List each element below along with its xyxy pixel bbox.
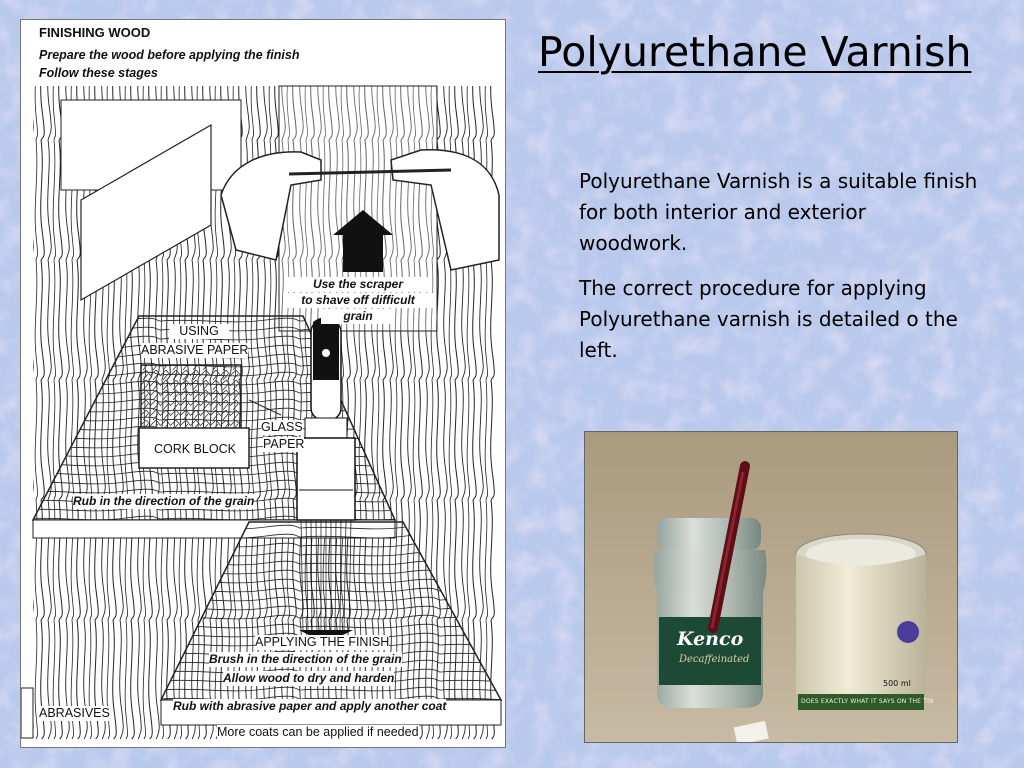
illustration-subheading-1: Prepare the wood before applying the finish: [39, 48, 300, 62]
rub-again-label: Rub with abrasive paper and apply another coat: [173, 699, 447, 713]
slide-title: Polyurethane Varnish: [538, 28, 972, 76]
scraper-label-3: grain: [321, 309, 395, 324]
allow-dry-label: Allow wood to dry and harden: [223, 671, 395, 685]
rub-grain-label: Rub in the direction of the grain: [73, 494, 255, 508]
jar-subtitle-label: Decaffeinated: [679, 654, 750, 665]
tin-strip-label: DOES EXACTLY WHAT IT SAYS ON THE TIN: [801, 698, 934, 705]
varnish-photo: [584, 431, 958, 743]
cork-block-label: CORK BLOCK: [154, 442, 236, 456]
paragraph-intro: Polyurethane Varnish is a suitable finish for both interior and exterior woodwork.: [579, 169, 978, 255]
abrasive-paper-label: ABRASIVE PAPER: [141, 343, 249, 357]
brush-grain-label: Brush in the direction of the grain: [209, 652, 402, 666]
illustration-heading: FINISHING WOOD: [39, 25, 151, 40]
illustration-subheading-2: Follow these stages: [39, 66, 158, 80]
more-coats-label: More coats can be applied if needed: [217, 725, 419, 739]
varnish-photo-drawing: [585, 432, 958, 743]
paragraph-procedure: The correct procedure for applying Polyurethane varnish is detailed o the left.: [579, 276, 958, 362]
abrasives-label: ABRASIVES: [39, 706, 110, 720]
scraper-label-1: Use the scraper: [287, 277, 429, 292]
tin-size-label: 500 ml: [883, 679, 911, 688]
using-label: USING: [169, 324, 229, 339]
jar-brand-label: Kenco: [677, 628, 744, 650]
scraper-label-2: to shave off difficult: [283, 293, 433, 308]
paper-label: PAPER: [263, 437, 305, 451]
applying-finish-label: APPLYING THE FINISH: [255, 635, 390, 649]
slide-body: [579, 166, 979, 380]
glass-label: GLASS: [261, 420, 303, 434]
finishing-wood-illustration: [20, 19, 506, 748]
